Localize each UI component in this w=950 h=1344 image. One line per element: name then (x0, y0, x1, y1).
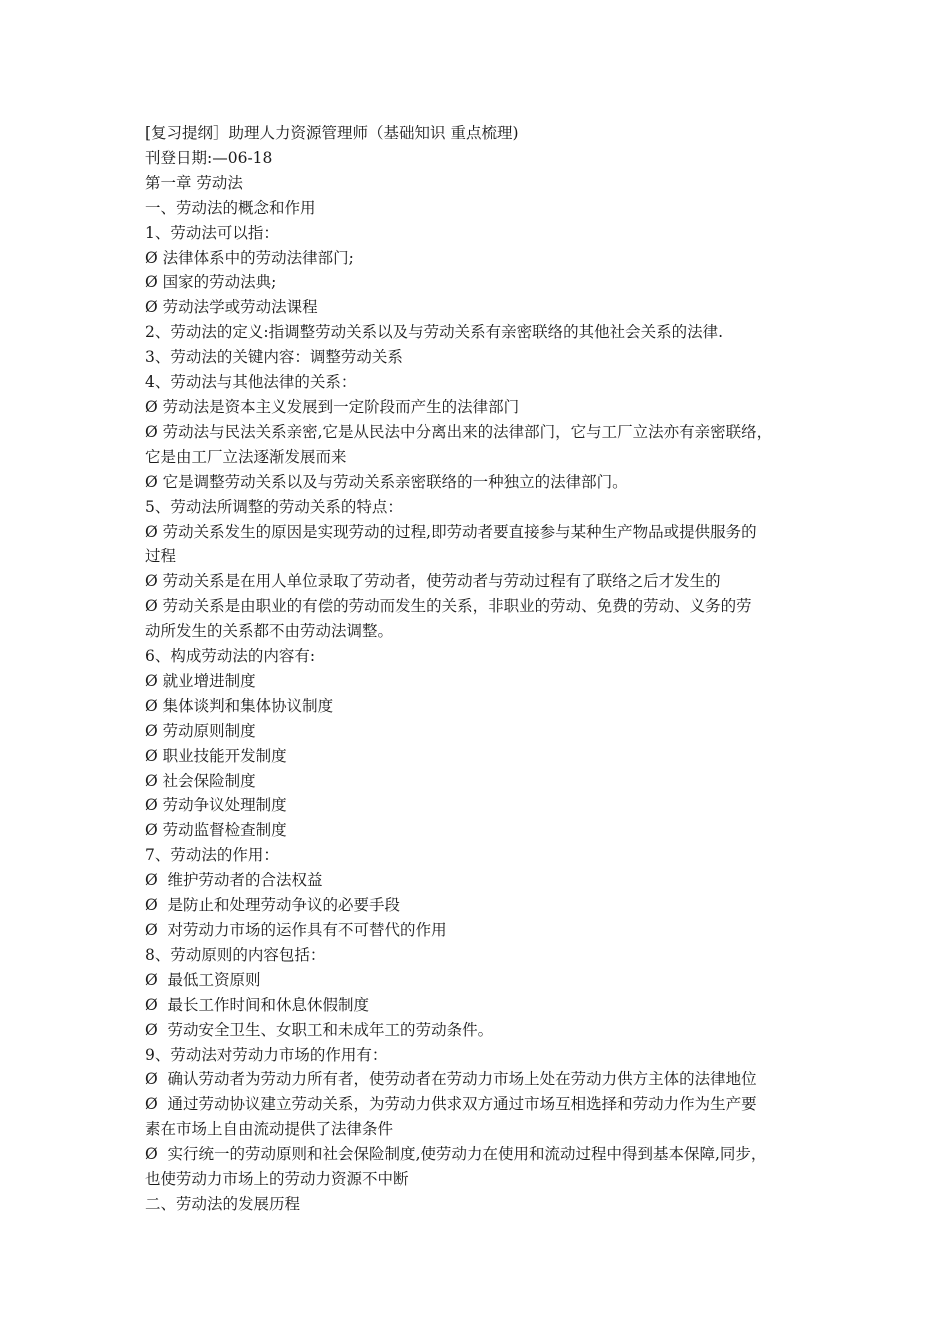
bullet-item-continuation: 它是由工厂立法逐渐发展而来 (145, 447, 347, 466)
numbered-item: 7、劳动法的作用： (145, 846, 279, 865)
bullet-item: Ø 劳动法是资本主义发展到一定阶段而产生的法律部门 (145, 397, 520, 416)
section-heading: 二、劳动法的发展历程 (145, 1194, 301, 1213)
bullet-item-continuation: 动所发生的关系都不由劳动法调整。 (145, 622, 394, 641)
numbered-item: 8、劳动原则的内容包括： (145, 945, 326, 964)
bullet-item: Ø 它是调整劳动关系以及与劳动关系亲密联络的一种独立的法律部门。 (145, 472, 628, 491)
bullet-item: Ø 劳动法与民法关系亲密,它是从民法中分离出来的法律部门，它与工厂立法亦有亲密联络， (145, 422, 773, 441)
bullet-item: Ø 确认劳动者为劳动力所有者，使劳动者在劳动力市场上处在劳动力供方主体的法律地位 (145, 1070, 757, 1089)
numbered-item: 1、劳动法可以指： (145, 223, 279, 242)
bullet-item: Ø 劳动安全卫生、女职工和未成年工的劳动条件。 (145, 1020, 494, 1039)
bullet-item: Ø 维护劳动者的合法权益 (145, 871, 323, 890)
bullet-item: Ø 法律体系中的劳动法律部门; (145, 248, 354, 267)
numbered-item: 2、劳动法的定义:指调整劳动关系以及与劳动关系有亲密联络的其他社会关系的法律. (145, 323, 724, 342)
bullet-item: Ø 劳动法学或劳动法课程 (145, 298, 318, 317)
bullet-item: Ø 劳动关系是由职业的有偿的劳动而发生的关系，非职业的劳动、免费的劳动、义务的劳 (145, 597, 752, 616)
bullet-item-continuation: 也使劳动力市场上的劳动力资源不中断 (145, 1170, 409, 1189)
bullet-item-continuation: 素在市场上自由流动提供了法律条件 (145, 1120, 394, 1139)
bullet-item: Ø 社会保险制度 (145, 771, 256, 790)
chapter-heading: 第一章 劳动法 (145, 173, 243, 192)
publish-date: 刊登日期:—06-18 (145, 148, 273, 167)
bullet-item: Ø 劳动关系是在用人单位录取了劳动者，使劳动者与劳动过程有了联络之后才发生的 (145, 572, 721, 591)
document-body (145, 121, 825, 1217)
section-heading: 一、劳动法的概念和作用 (145, 198, 316, 217)
document-title: [复习提纲］助理人力资源管理师（基础知识 重点梳理) (145, 124, 519, 142)
bullet-item: Ø 是防止和处理劳动争议的必要手段 (145, 896, 401, 915)
bullet-item: Ø 国家的劳动法典; (145, 273, 277, 292)
bullet-item: Ø 对劳动力市场的运作具有不可替代的作用 (145, 921, 447, 939)
bullet-item: Ø 最长工作时间和休息休假制度 (145, 995, 370, 1014)
bullet-item: Ø 劳动原则制度 (145, 721, 256, 740)
bullet-item: Ø 集体谈判和集体协议制度 (145, 696, 334, 715)
numbered-item: 5、劳动法所调整的劳动关系的特点： (145, 497, 403, 516)
bullet-item: Ø 劳动关系发生的原因是实现劳动的过程,即劳动者要直接参与某种生产物品或提供服务的 (145, 522, 757, 541)
bullet-item-continuation: 过程 (145, 547, 177, 566)
bullet-item: Ø 就业增进制度 (145, 671, 256, 690)
bullet-item: Ø 职业技能开发制度 (145, 746, 287, 765)
numbered-item: 4、劳动法与其他法律的关系： (145, 373, 357, 392)
bullet-item: Ø 劳动争议处理制度 (145, 796, 287, 815)
bullet-item: Ø 实行统一的劳动原则和社会保险制度,使劳动力在使用和流动过程中得到基本保障,同步， (145, 1145, 767, 1164)
numbered-item: 3、劳动法的关键内容：调整劳动关系 (145, 348, 403, 367)
bullet-item: Ø 通过劳动协议建立劳动关系，为劳动力供求双方通过市场互相选择和劳动力作为生产要 (145, 1095, 757, 1114)
bullet-item: Ø 劳动监督检查制度 (145, 821, 287, 840)
numbered-item: 6、构成劳动法的内容有: (145, 647, 316, 666)
numbered-item: 9、劳动法对劳动力市场的作用有： (145, 1045, 388, 1064)
bullet-item: Ø 最低工资原则 (145, 970, 261, 989)
